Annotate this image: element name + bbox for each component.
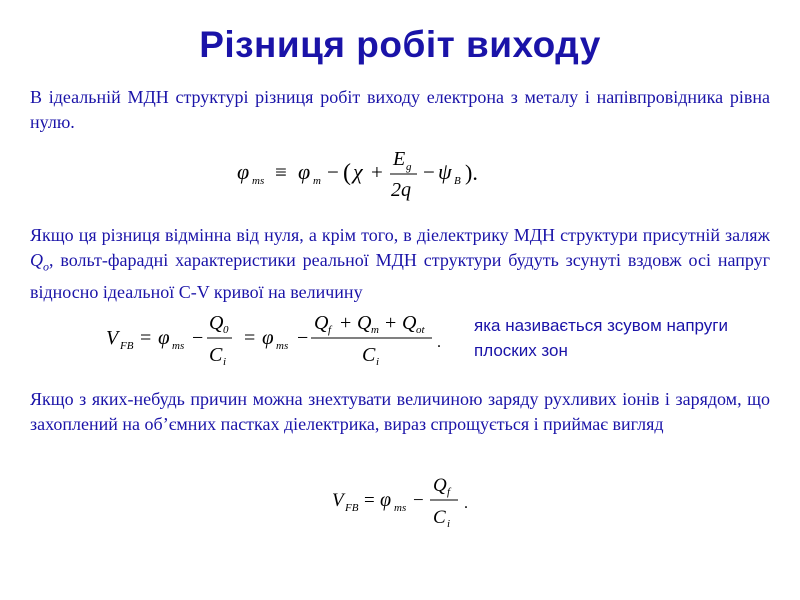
- eq2-dot: .: [437, 334, 441, 351]
- eq2-phi2: φ: [262, 325, 274, 349]
- eq2-v-sub: FB: [120, 340, 134, 352]
- eq3-v: V: [332, 490, 344, 511]
- eq2-phi-sub: ms: [172, 340, 185, 352]
- eq3-qf-sub: f: [447, 486, 451, 498]
- intro-paragraph: В ідеальній МДН структурі різниця робіт виходу електрона з металу і напівпровідника рівна нулю.: [30, 87, 770, 132]
- eq2-plus2: +: [385, 312, 397, 334]
- eq1-minus: −: [327, 160, 339, 184]
- eq3-ci-sub: i: [447, 518, 451, 530]
- eq1-equiv: ≡: [275, 160, 287, 184]
- eq1-psi: ψ: [438, 159, 452, 184]
- eq3-phi: φ: [380, 489, 392, 511]
- eq1-open-paren: (: [343, 160, 351, 186]
- eq1-psi-sub: B: [454, 175, 461, 187]
- eq2-qot: Q: [402, 312, 417, 334]
- eq2-q0: Q: [209, 312, 224, 334]
- eq2-qm: Q: [357, 312, 372, 334]
- eq3-qf: Q: [433, 475, 447, 496]
- equation-flatband-voltage: [104, 305, 449, 371]
- eq2-qf-sub: f: [328, 324, 332, 336]
- simplify-paragraph: Якщо з яких-небудь причин можна знехтувати величиною заряду рухливих іонів і зарядом, що захоплений на об’ємних пастках діелектрика, вираз спрощується і приймає вигляд: [30, 389, 770, 434]
- oxide-charge-letter: Q: [30, 250, 43, 270]
- eq1-phi-m-sub: m: [313, 175, 321, 187]
- oxide-charge-subscript: o: [43, 259, 49, 274]
- eq2-qf: Q: [314, 312, 329, 334]
- shift-paragraph: [30, 223, 770, 305]
- eq2-minus2: −: [297, 327, 309, 349]
- eq2-ci: C: [209, 344, 223, 366]
- eq1-phi-ms: φ: [237, 159, 250, 184]
- eq2-phi2-sub: ms: [276, 340, 289, 352]
- shift-text-before: Якщо ця різниця відмінна від нуля, а крім того, в діелектрику МДН структури присутній заляж: [30, 225, 770, 245]
- eq1-phi-ms-sub: ms: [252, 175, 265, 187]
- eq2-eq1: =: [140, 327, 152, 349]
- eq3-phi-sub: ms: [394, 502, 407, 514]
- eq1-eg: E: [393, 148, 406, 170]
- eq1-close: ).: [465, 160, 478, 185]
- eq1-chi: χ: [353, 159, 363, 184]
- eq1-eg-sub: g: [406, 161, 412, 173]
- eq3-v-sub: FB: [345, 502, 359, 514]
- eq3-dot: .: [464, 495, 468, 512]
- eq2-ci2-sub: i: [376, 356, 380, 368]
- eq1-plus: +: [371, 160, 383, 184]
- eq2-ci-sub: i: [223, 356, 227, 368]
- eq2-qm-sub: m: [371, 324, 379, 336]
- eq2-q0-sub: 0: [223, 324, 229, 336]
- eq2-ci2: C: [362, 344, 376, 366]
- eq2-v: V: [106, 327, 119, 349]
- slide-title: Різниця робіт виходу: [199, 24, 601, 65]
- eq1-2q: 2q: [391, 179, 411, 201]
- eq3-eq: =: [364, 490, 375, 511]
- oxide-charge-symbol: [30, 250, 49, 274]
- flatband-shift-note: яка називається зсувом напруги плоских зон: [474, 316, 728, 360]
- eq1-phi-m: φ: [298, 159, 311, 184]
- eq2-minus1: −: [192, 327, 204, 349]
- eq1-minus2: −: [423, 160, 435, 184]
- eq3-ci: C: [433, 507, 446, 528]
- eq2-plus1: +: [340, 312, 352, 334]
- eq2-eq2: =: [244, 327, 256, 349]
- eq3-minus: −: [413, 490, 424, 511]
- equation-work-function-difference: [235, 143, 495, 205]
- eq2-qot-sub: ot: [416, 324, 425, 336]
- equation-flatband-simplified: [330, 470, 480, 532]
- shift-text-after: , вольт-фарадні характеристики реальної МДН структури будуть зсунуті вздовж осі напруг відносно ідеальної C-V кривої на величину: [30, 250, 770, 302]
- eq2-phi: φ: [158, 325, 170, 349]
